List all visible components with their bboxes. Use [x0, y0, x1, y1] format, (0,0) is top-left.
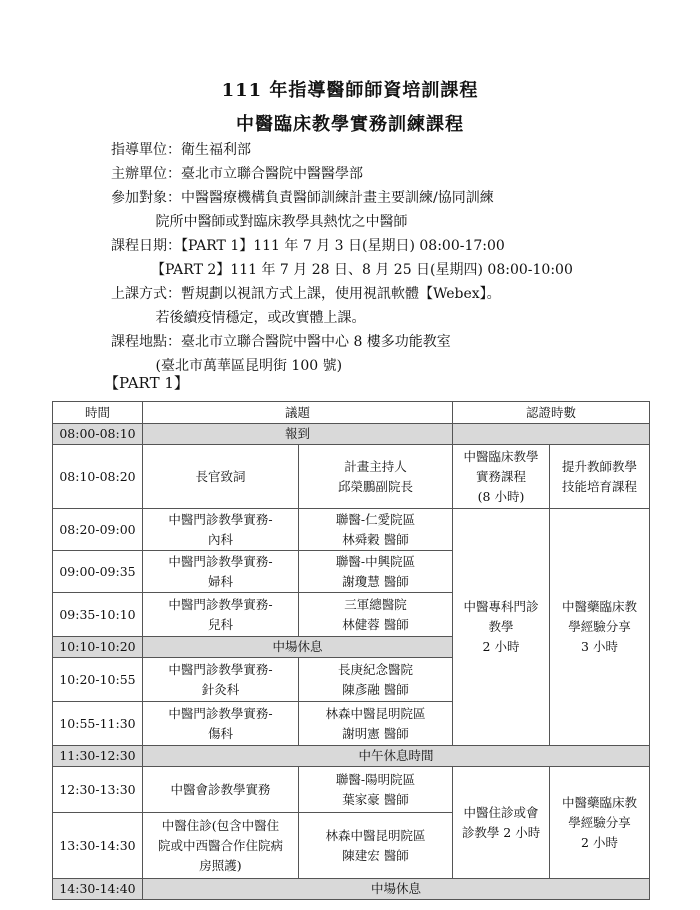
topic-line: 院或中西醫合作住院病 — [157, 837, 283, 853]
credit-line: 提升教師教學 — [562, 458, 638, 474]
row-speaker — [299, 702, 453, 746]
speaker-line: 陳建宏 醫師 — [342, 847, 409, 863]
speaker-line: 謝瓊慧 醫師 — [342, 573, 409, 589]
info-class-method-cont: 若後續疫情穩定，或改實體上課。 — [111, 310, 366, 326]
credit-line: 教學 — [488, 619, 514, 634]
speaker-line: 林健蓉 醫師 — [342, 616, 409, 632]
part-1-heading: 【PART 1】 — [104, 374, 189, 392]
credit-line: 中醫專科門診 — [463, 599, 539, 614]
row-speaker — [299, 509, 453, 551]
row-speaker — [299, 551, 453, 593]
row-topic: 中醫會診教學實務 — [143, 767, 299, 813]
row-time: 14:30-14:40 — [53, 879, 143, 900]
speaker-line: 聯醫-仁愛院區 — [335, 511, 416, 527]
speaker-line: 葉家豪 醫師 — [342, 791, 409, 807]
speaker-line: 林森中醫昆明院區 — [325, 827, 426, 843]
row-band-blank — [453, 424, 650, 445]
document-title: 111 年指導醫師師資培訓課程 — [221, 80, 479, 101]
credit-line: (8 小時) — [477, 488, 525, 504]
topic-line: 中醫住診(包含中醫住 — [161, 817, 280, 833]
row-time: 08:00-08:10 — [53, 424, 143, 445]
credit-line: 2 小時 — [482, 639, 520, 654]
row-time: 08:20-09:00 — [53, 509, 143, 551]
credit-line: 學經驗分享 — [568, 814, 631, 830]
credit-afternoon-a — [453, 767, 550, 879]
info-participants: 參加對象：中醫醫療機構負責醫師訓練計畫主要訓練/協同訓練 — [111, 190, 494, 206]
row-band-label: 中午休息時間 — [143, 746, 650, 767]
topic-line: 中醫門診教學實務- — [168, 705, 273, 721]
credit-course-a — [453, 445, 550, 509]
row-speaker — [299, 658, 453, 702]
row-time: 12:30-13:30 — [53, 767, 143, 813]
table-row — [53, 445, 650, 509]
topic-line: 針灸科 — [201, 681, 240, 697]
row-speaker — [299, 593, 453, 637]
credit-morning-a — [453, 509, 550, 746]
speaker-line: 聯醫-中興院區 — [335, 553, 416, 569]
header-time: 時間 — [53, 402, 143, 424]
credit-line: 診教學 2 小時 — [461, 824, 541, 840]
topic-line: 中醫門診教學實務- — [168, 661, 273, 677]
credit-line: 中醫住診或會 — [463, 804, 539, 820]
row-time: 10:10-10:20 — [53, 637, 143, 658]
info-participants-cont: 院所中醫師或對臨床教學具熱忱之中醫師 — [111, 214, 408, 230]
row-time: 10:20-10:55 — [53, 658, 143, 702]
topic-line: 房照護) — [199, 857, 242, 873]
topic-line: 婦科 — [207, 573, 233, 589]
credit-line: 中醫藥臨床教 — [562, 794, 638, 810]
schedule-table — [52, 401, 650, 900]
row-topic — [143, 813, 299, 879]
row-topic — [143, 593, 299, 637]
speaker-line: 林舜穀 醫師 — [342, 531, 409, 547]
speaker-line: 計畫主持人 — [344, 458, 407, 474]
row-time: 09:00-09:35 — [53, 551, 143, 593]
row-band-label: 中場休息 — [143, 879, 650, 900]
topic-line: 中醫門診教學實務- — [168, 596, 273, 612]
info-location: 課程地點：臺北市立聯合醫院中醫中心 8 樓多功能教室 — [111, 334, 451, 350]
header-topic: 議題 — [143, 402, 453, 424]
row-time: 09:35-10:10 — [53, 593, 143, 637]
topic-line: 中醫門診教學實務- — [168, 511, 273, 527]
row-speaker — [299, 813, 453, 879]
row-band-label: 報到 — [143, 424, 453, 445]
speaker-line: 三軍總醫院 — [344, 596, 407, 612]
speaker-line: 陳彥融 醫師 — [342, 681, 409, 697]
info-organizer: 主辦單位：臺北市立聯合醫院中醫醫學部 — [111, 166, 363, 182]
credit-line: 實務課程 — [476, 468, 527, 484]
row-time: 13:30-14:30 — [53, 813, 143, 879]
credit-line: 技能培育課程 — [562, 478, 638, 494]
topic-line: 內科 — [207, 531, 233, 547]
speaker-line: 邱榮鵬副院長 — [338, 478, 414, 494]
credit-course-b — [550, 445, 650, 509]
table-header-row — [53, 402, 650, 424]
header-credit: 認證時數 — [453, 402, 650, 424]
credit-afternoon-b — [550, 767, 650, 879]
topic-line: 傷科 — [207, 725, 233, 741]
row-topic — [143, 702, 299, 746]
info-date-part1: 課程日期：【PART 1】111 年 7 月 3 日(星期日) 08:00-17:00 — [111, 238, 505, 254]
credit-line: 中醫藥臨床教 — [562, 599, 638, 614]
credit-morning-b — [550, 509, 650, 746]
speaker-line: 長庚紀念醫院 — [338, 661, 414, 677]
credit-line: 中醫臨床教學 — [463, 448, 539, 464]
speaker-line: 聯醫-陽明院區 — [335, 771, 416, 787]
speaker-line: 謝明憲 醫師 — [342, 725, 409, 741]
row-topic — [143, 509, 299, 551]
credit-line: 學經驗分享 — [568, 619, 631, 634]
row-time: 08:10-08:20 — [53, 445, 143, 509]
row-time: 10:55-11:30 — [53, 702, 143, 746]
info-guidance-unit: 指導單位：衛生福利部 — [111, 142, 251, 158]
table-row — [53, 879, 650, 900]
speaker-line: 林森中醫昆明院區 — [325, 705, 426, 721]
table-row — [53, 767, 650, 813]
row-topic — [143, 551, 299, 593]
document-subtitle: 中醫臨床教學實務訓練課程 — [236, 114, 464, 135]
row-topic — [143, 658, 299, 702]
row-band-label: 中場休息 — [143, 637, 453, 658]
row-speaker — [299, 445, 453, 509]
info-class-method: 上課方式：暫規劃以視訊方式上課，使用視訊軟體【Webex】。 — [111, 286, 501, 302]
credit-line: 2 小時 — [581, 834, 618, 850]
row-topic: 長官致詞 — [143, 445, 299, 509]
table-row — [53, 424, 650, 445]
info-date-part2: 【PART 2】111 年 7 月 28 日、8 月 25 日(星期四) 08:00-10:00 — [111, 262, 573, 278]
table-row — [53, 509, 650, 551]
credit-line: 3 小時 — [581, 639, 618, 654]
row-speaker — [299, 767, 453, 813]
topic-line: 中醫門診教學實務- — [168, 553, 273, 569]
topic-line: 兒科 — [207, 616, 233, 632]
info-address: (臺北市萬華區昆明街 100 號) — [111, 358, 343, 374]
table-row — [53, 746, 650, 767]
row-time: 11:30-12:30 — [53, 746, 143, 767]
